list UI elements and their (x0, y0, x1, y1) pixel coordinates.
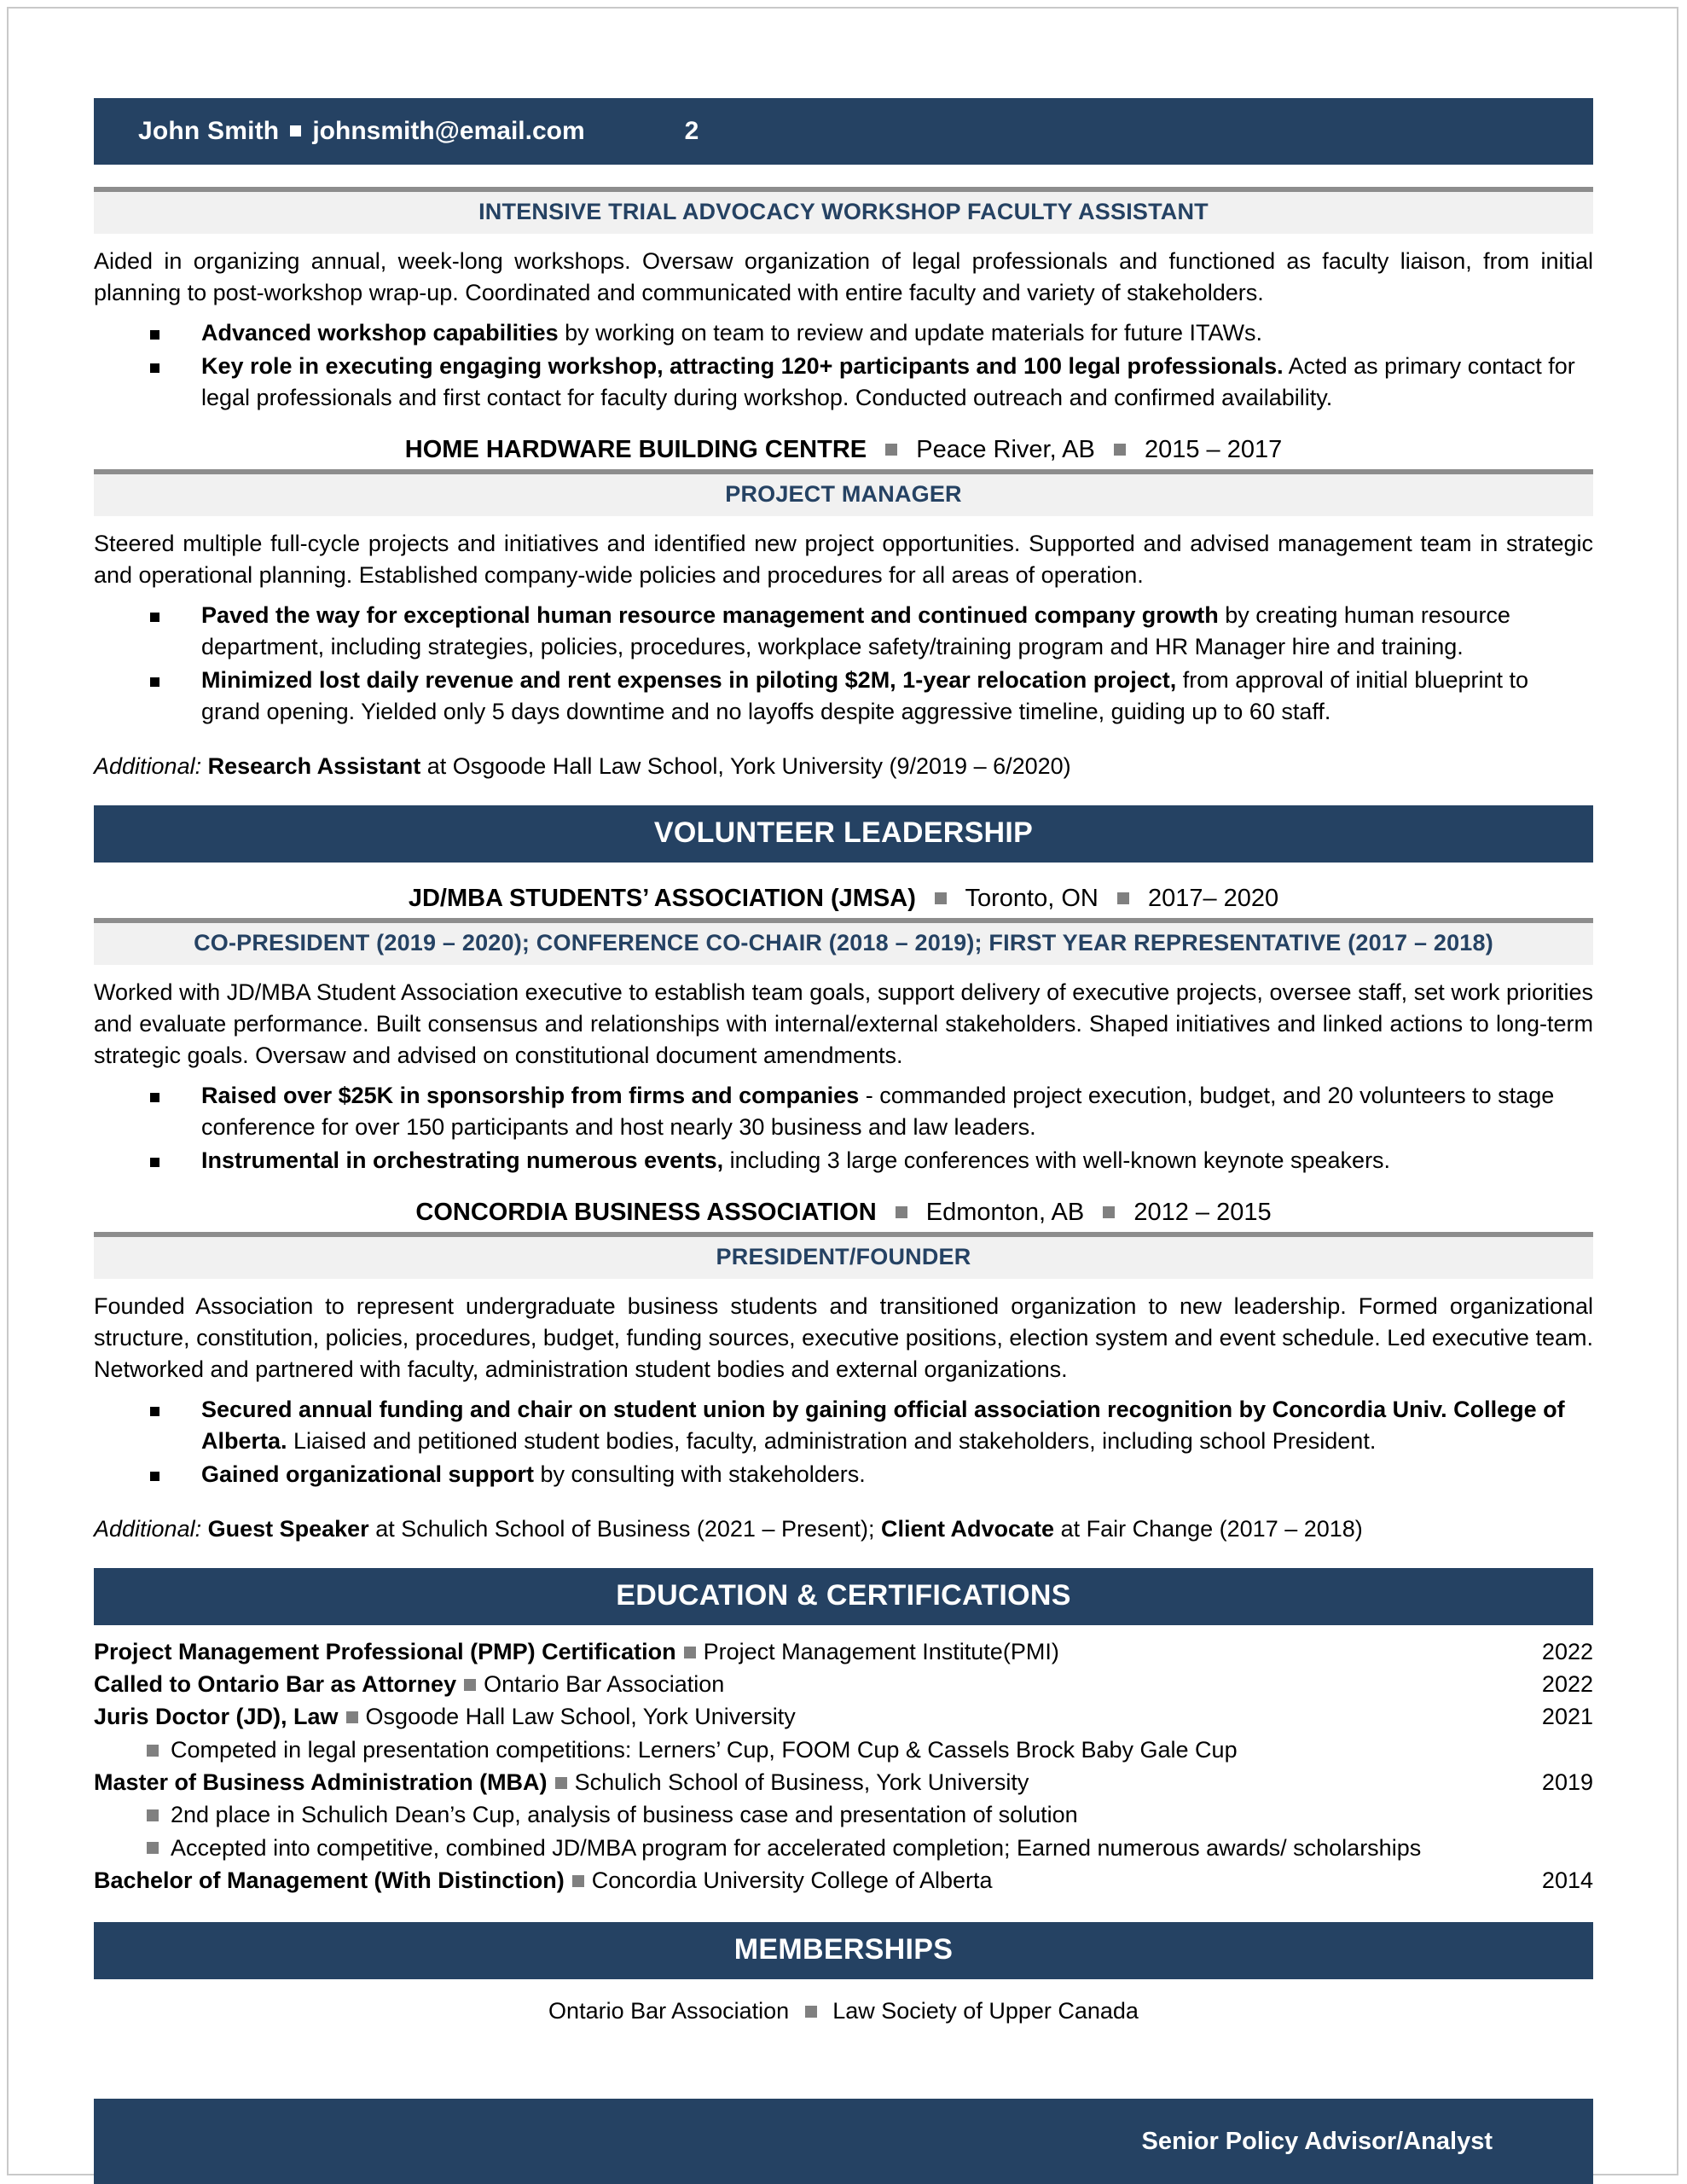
bullet-list-jmsa (94, 1080, 1593, 1176)
additional-label: Additional: (94, 1515, 202, 1542)
summary-jmsa: Worked with JD/MBA Student Association executive to establish team goals, support delivery of executive projects, oversee staff, set work priorities and evaluate performance. Built consensus and relationships with internal/external stakeholders. Shaped initiatives and linked actions to long-term strategic goals. Oversaw and advised on constitutional document amendments. (94, 979, 1593, 1068)
list-item (94, 600, 1593, 663)
education-institution: Project Management Institute(PMI) (703, 1638, 1059, 1664)
section-banner-volunteer: VOLUNTEER LEADERSHIP (94, 805, 1593, 863)
square-separator-icon (1117, 892, 1129, 904)
square-separator-icon (935, 892, 947, 904)
org-location: Toronto, ON (965, 884, 1099, 912)
list-item (94, 1394, 1593, 1457)
education-entry-main (94, 1635, 1508, 1668)
org-name: CONCORDIA BUSINESS ASSOCIATION (415, 1198, 877, 1226)
additional-label: Additional: (94, 752, 202, 779)
education-entry-bachelor (94, 1864, 1593, 1896)
education-entry-main (94, 1766, 1508, 1798)
square-bullet-icon (150, 677, 159, 687)
square-bullet-icon (150, 1472, 159, 1481)
bullet-rest: Liaised and petitioned student bodies, faculty, administration and stakeholders, including school President. (287, 1427, 1377, 1454)
education-year: 2014 (1541, 1867, 1593, 1893)
membership-item: Ontario Bar Association (548, 1998, 790, 2024)
education-institution: Ontario Bar Association (484, 1670, 725, 1697)
bullet-lead: Secured annual funding and chair on student union by gaining official association recognition by Concordia Univ. College of Alberta. (201, 1396, 1565, 1454)
education-degree: Bachelor of Management (With Distinction) (94, 1867, 565, 1893)
membership-item: Law Society of Upper Canada (832, 1998, 1139, 2024)
org-dates: 2015 – 2017 (1144, 435, 1283, 463)
role-title-concordia: PRESIDENT/FOUNDER (716, 1243, 971, 1269)
education-subitem-text: Accepted into competitive, combined JD/MBA program for accelerated completion; Earned numerous awards/ scholarships (171, 1834, 1422, 1861)
bullet-lead: Raised over $25K in sponsorship from firms and companies (201, 1082, 860, 1108)
bullet-lead: Advanced workshop capabilities (201, 319, 559, 346)
square-separator-icon (555, 1777, 567, 1789)
bullet-lead: Gained organizational support (201, 1461, 535, 1487)
square-separator-icon (572, 1875, 584, 1887)
additional-role-1: Guest Speaker (201, 1515, 369, 1542)
bullet-lead: Minimized lost daily revenue and rent expenses in piloting $2M, 1-year relocation project, (201, 666, 1177, 693)
education-degree: Juris Doctor (JD), Law (94, 1704, 339, 1730)
square-separator-icon (1103, 1206, 1115, 1218)
education-subitem (94, 1832, 1593, 1864)
education-entry-main (94, 1864, 1508, 1896)
square-separator-icon (805, 2006, 817, 2018)
education-institution: Osgoode Hall Law School, York University (365, 1704, 796, 1730)
square-separator-icon (896, 1206, 907, 1218)
education-degree: Master of Business Administration (MBA) (94, 1769, 548, 1795)
bullet-rest: Acted as primary contact for legal professionals and first contact for faculty during workshop. Conducted outreach and confirmed availability. (201, 352, 1575, 410)
education-year: 2022 (1541, 1670, 1593, 1697)
bullet-rest: by consulting with stakeholders. (534, 1461, 866, 1487)
summary-itaw: Aided in organizing annual, week-long workshops. Oversaw organization of legal professionals and functioned as faculty liaison, from initial planning to post-workshop wrap-up. Coordinated and communicated with entire faculty and variety of stakeholders. (94, 248, 1593, 305)
role-bar-concordia (94, 1232, 1593, 1279)
education-institution: Concordia University College of Alberta (591, 1867, 993, 1893)
education-entry-main (94, 1700, 1508, 1733)
role-bar-itaw (94, 187, 1593, 234)
square-separator-icon (346, 1711, 358, 1723)
square-separator-icon (1114, 444, 1126, 456)
page-header-bar (94, 98, 1593, 165)
list-item (94, 1145, 1593, 1176)
org-location: Edmonton, AB (925, 1198, 1085, 1226)
bullet-rest: - commanded project execution, budget, and 20 volunteers to stage conference for over 150 participants and host nearly 30 business and law leaders. (201, 1082, 1555, 1140)
org-name: JD/MBA STUDENTS’ ASSOCIATION (JMSA) (408, 884, 916, 912)
header-email: johnsmith@email.com (312, 117, 585, 145)
education-degree: Called to Ontario Bar as Attorney (94, 1670, 457, 1697)
education-year: 2022 (1541, 1638, 1593, 1664)
org-line-jmsa (94, 885, 1593, 913)
square-bullet-icon (150, 613, 159, 622)
square-bullet-icon (150, 1093, 159, 1102)
square-bullet-icon (150, 1407, 159, 1416)
org-line-home-hardware (94, 436, 1593, 464)
section-banner-education: EDUCATION & CERTIFICATIONS (94, 1568, 1593, 1625)
square-bullet-icon (147, 1842, 159, 1854)
memberships-line (94, 1998, 1593, 2024)
header-page-number: 2 (684, 117, 699, 145)
education-entry-mba (94, 1766, 1593, 1798)
square-bullet-icon (290, 125, 301, 136)
bullet-rest: including 3 large conferences with well-known keynote speakers. (723, 1147, 1391, 1173)
header-name: John Smith (138, 117, 280, 145)
education-degree: Project Management Professional (PMP) Certification (94, 1638, 676, 1664)
list-item (94, 317, 1593, 349)
page-footer-bar (94, 2099, 1593, 2184)
footer-title: Senior Policy Advisor/Analyst (1141, 2128, 1493, 2155)
bullet-rest: by creating human resource department, including strategies, policies, procedures, workplace safety/training program and HR Manager hire and training. (201, 601, 1510, 659)
list-item (94, 1459, 1593, 1490)
square-bullet-icon (150, 330, 159, 340)
square-separator-icon (885, 444, 897, 456)
section-banner-memberships: MEMBERSHIPS (94, 1922, 1593, 1979)
list-item (94, 351, 1593, 414)
role-bar-project-manager (94, 469, 1593, 516)
education-institution: Schulich School of Business, York University (574, 1769, 1029, 1795)
summary-concordia: Founded Association to represent undergraduate business students and transitioned organization to new leadership. Formed organizational structure, constitution, policies, procedures, budget, funding sources, executive positions, election system and event schedule. Led executive team. Networked and partnered with faculty, administration student bodies and external organizations. (94, 1292, 1593, 1382)
additional-detail: at Osgoode Hall Law School, York University (9/2019 – 6/2020) (420, 752, 1071, 779)
bullet-rest: from approval of initial blueprint to grand opening. Yielded only 5 days downtime and no layoffs despite aggressive timeline, guiding up to 60 staff. (201, 666, 1529, 724)
org-dates: 2017– 2020 (1147, 884, 1279, 912)
role-title-itaw: INTENSIVE TRIAL ADVOCACY WORKSHOP FACULTY ASSISTANT (478, 199, 1209, 224)
role-title-project-manager: PROJECT MANAGER (725, 480, 962, 507)
square-bullet-icon (150, 1158, 159, 1167)
additional-volunteer-line (94, 1516, 1593, 1542)
education-year: 2019 (1541, 1769, 1593, 1795)
bullet-list-home-hardware (94, 600, 1593, 728)
bullet-lead: Instrumental in orchestrating numerous events, (201, 1147, 724, 1173)
bullet-list-concordia (94, 1394, 1593, 1490)
summary-home-hardware: Steered multiple full-cycle projects and initiatives and identified new project opportunities. Supported and advised management team in strategic and operational planning. Established company-wide policies and procedures for all areas of operation. (94, 530, 1593, 588)
education-year: 2021 (1541, 1704, 1593, 1730)
bullet-lead: Key role in executing engaging workshop, attracting 120+ participants and 100 legal professionals. (201, 352, 1284, 379)
list-item (94, 665, 1593, 728)
education-subitem (94, 1734, 1593, 1766)
education-list (94, 1635, 1593, 1897)
additional-detail-1: at Schulich School of Business (2021 – Present); (368, 1515, 882, 1542)
bullet-rest: by working on team to review and update materials for future ITAWs. (558, 319, 1262, 346)
education-subitem (94, 1798, 1593, 1831)
bullet-lead: Paved the way for exceptional human resource management and continued company growth (201, 601, 1219, 628)
square-separator-icon (464, 1679, 476, 1691)
org-name: HOME HARDWARE BUILDING CENTRE (404, 435, 867, 463)
org-dates: 2012 – 2015 (1133, 1198, 1272, 1226)
square-bullet-icon (147, 1809, 159, 1821)
additional-role: Research Assistant (201, 752, 421, 779)
role-title-jmsa: CO-PRESIDENT (2019 – 2020); CONFERENCE CO-CHAIR (2018 – 2019); FIRST YEAR REPRESENTATIVE (2017 – 2018) (194, 929, 1493, 956)
resume-content (94, 98, 1593, 2024)
education-entry-main (94, 1668, 1508, 1700)
square-bullet-icon (150, 363, 159, 373)
education-subitem-text: 2nd place in Schulich Dean’s Cup, analysis of business case and presentation of solution (171, 1802, 1078, 1828)
additional-experience-line (94, 753, 1593, 780)
additional-detail-2: at Fair Change (2017 – 2018) (1054, 1515, 1363, 1542)
role-bar-jmsa (94, 918, 1593, 965)
org-line-concordia (94, 1199, 1593, 1227)
square-bullet-icon (147, 1745, 159, 1757)
list-item (94, 1080, 1593, 1143)
square-separator-icon (684, 1647, 696, 1658)
education-entry-bar (94, 1668, 1593, 1700)
education-subitem-text: Competed in legal presentation competitions: Lerners’ Cup, FOOM Cup & Cassels Brock Baby Gale Cup (171, 1736, 1238, 1763)
org-location: Peace River, AB (916, 435, 1095, 463)
bullet-list-itaw (94, 317, 1593, 414)
education-entry-pmp (94, 1635, 1593, 1668)
education-entry-jd (94, 1700, 1593, 1733)
additional-role-2: Client Advocate (881, 1515, 1055, 1542)
